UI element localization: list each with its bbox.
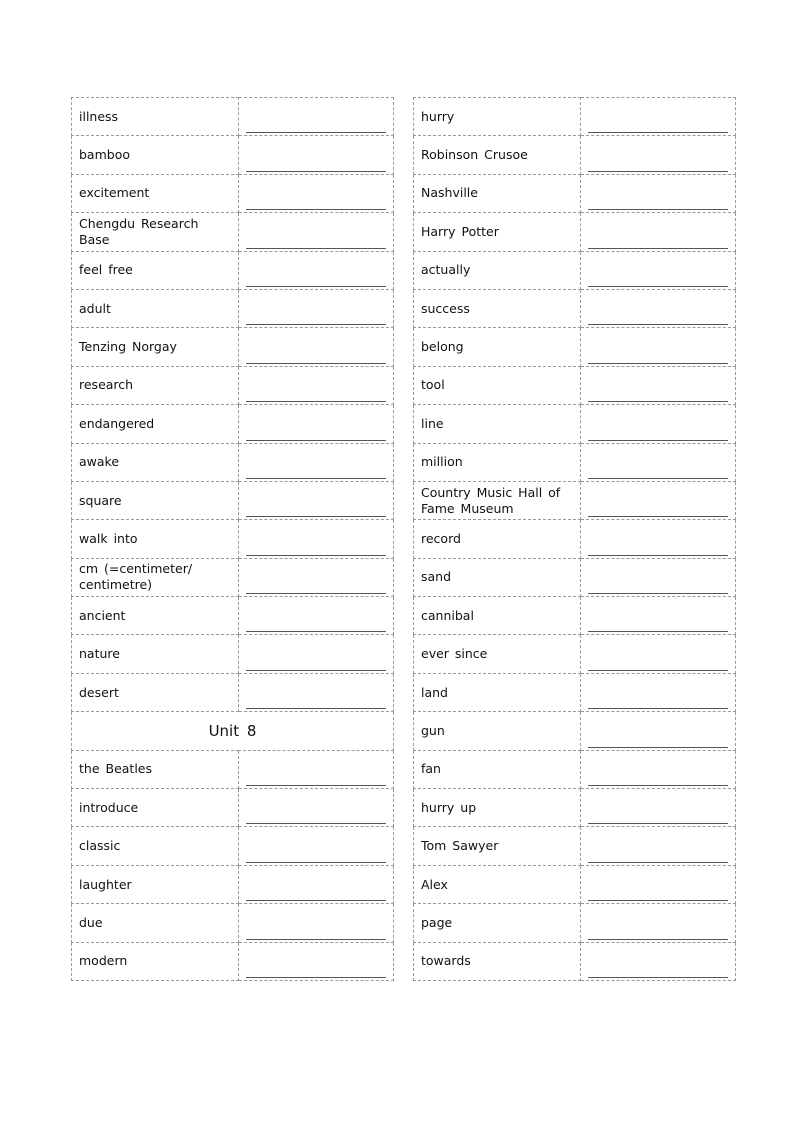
answer-blank[interactable] [581,635,736,673]
vocab-word: Alex [414,865,581,903]
answer-underline [588,363,728,364]
vocab-word: actually [414,251,581,289]
answer-underline [588,900,728,901]
vocab-row [72,174,394,212]
answer-underline [588,401,728,402]
answer-blank[interactable] [581,289,736,327]
vocab-row [72,827,394,865]
vocab-word: Harry Potter [414,213,581,251]
answer-blank[interactable] [581,558,736,596]
answer-blank[interactable] [581,481,736,519]
vocab-row [414,213,736,251]
vocab-word: desert [72,673,239,711]
vocab-word: fan [414,750,581,788]
vocab-row [414,597,736,635]
answer-blank[interactable] [581,865,736,903]
vocab-row [414,865,736,903]
unit-heading: Unit 8 [72,712,394,750]
answer-underline [246,708,386,709]
vocab-word: ever since [414,635,581,673]
answer-underline [588,708,728,709]
answer-blank[interactable] [581,520,736,558]
answer-blank[interactable] [239,443,394,481]
answer-underline [588,977,728,978]
vocab-row [414,558,736,596]
vocab-row [72,328,394,366]
answer-underline [246,823,386,824]
answer-blank[interactable] [581,443,736,481]
vocab-word: introduce [72,789,239,827]
answer-blank[interactable] [581,251,736,289]
vocab-row [414,174,736,212]
vocab-row [72,405,394,443]
vocab-word: ancient [72,597,239,635]
vocab-word: million [414,443,581,481]
vocab-row [72,558,394,596]
answer-underline [246,401,386,402]
answer-blank[interactable] [239,904,394,942]
vocab-row [414,712,736,750]
left-vocab-table-body [72,98,394,981]
answer-blank[interactable] [581,827,736,865]
vocab-word: feel free [72,251,239,289]
answer-underline [246,440,386,441]
vocab-row [414,289,736,327]
answer-underline [588,286,728,287]
vocab-word: tool [414,366,581,404]
answer-underline [588,670,728,671]
vocab-word: cm (=centimeter/ centimetre) [72,558,239,596]
answer-underline [246,363,386,364]
answer-underline [246,555,386,556]
answer-underline [246,939,386,940]
vocab-word: gun [414,712,581,750]
answer-underline [588,478,728,479]
vocab-row [72,789,394,827]
answer-underline [246,862,386,863]
vocab-row [72,865,394,903]
answer-underline [246,324,386,325]
answer-blank[interactable] [581,136,736,174]
vocab-row [72,750,394,788]
answer-blank[interactable] [239,366,394,404]
vocab-word: awake [72,443,239,481]
answer-underline [246,631,386,632]
vocab-row [414,942,736,980]
answer-underline [246,248,386,249]
unit-heading-row [72,712,394,750]
vocab-row [414,251,736,289]
vocab-row [72,904,394,942]
vocab-row [72,443,394,481]
vocab-word: land [414,673,581,711]
answer-blank[interactable] [581,328,736,366]
answer-blank[interactable] [239,174,394,212]
vocab-row [72,635,394,673]
vocab-word: adult [72,289,239,327]
vocab-word: page [414,904,581,942]
answer-underline [588,324,728,325]
vocab-row [72,481,394,519]
answer-blank[interactable] [239,597,394,635]
answer-blank[interactable] [581,174,736,212]
answer-blank[interactable] [581,673,736,711]
answer-underline [246,209,386,210]
answer-blank[interactable] [239,98,394,136]
vocab-row [72,942,394,980]
vocab-word: laughter [72,865,239,903]
vocab-word: walk into [72,520,239,558]
right-vocab-table [413,97,736,981]
answer-blank[interactable] [581,366,736,404]
answer-underline [246,900,386,901]
vocab-word: sand [414,558,581,596]
answer-blank[interactable] [239,789,394,827]
vocab-word: record [414,520,581,558]
answer-underline [588,747,728,748]
vocab-row [414,136,736,174]
answer-blank[interactable] [581,405,736,443]
answer-blank[interactable] [239,827,394,865]
vocab-word: Tenzing Norgay [72,328,239,366]
vocab-row [414,405,736,443]
vocab-row [414,520,736,558]
vocab-row [72,289,394,327]
answer-blank[interactable] [239,481,394,519]
answer-underline [588,785,728,786]
vocab-word: the Beatles [72,750,239,788]
answer-blank[interactable] [581,98,736,136]
answer-blank[interactable] [239,942,394,980]
answer-blank[interactable] [581,712,736,750]
vocab-word: hurry up [414,789,581,827]
vocab-word: Nashville [414,174,581,212]
vocab-row [414,366,736,404]
vocab-row [414,481,736,519]
answer-underline [588,862,728,863]
answer-blank[interactable] [239,328,394,366]
answer-blank[interactable] [581,942,736,980]
answer-blank[interactable] [581,597,736,635]
vocab-word: cannibal [414,597,581,635]
answer-underline [588,939,728,940]
vocab-word: Tom Sawyer [414,827,581,865]
answer-blank[interactable] [239,405,394,443]
answer-underline [588,209,728,210]
vocab-word: success [414,289,581,327]
answer-underline [246,977,386,978]
answer-underline [588,440,728,441]
answer-blank[interactable] [581,789,736,827]
vocab-row [72,213,394,251]
answer-blank[interactable] [581,213,736,251]
answer-underline [246,516,386,517]
vocab-row [72,366,394,404]
vocab-row [72,251,394,289]
vocab-word: excitement [72,174,239,212]
vocab-word: hurry [414,98,581,136]
vocab-row [414,789,736,827]
vocab-word: Chengdu Research Base [72,213,239,251]
vocab-row [414,750,736,788]
answer-underline [246,286,386,287]
answer-underline [246,171,386,172]
answer-underline [246,670,386,671]
answer-blank[interactable] [239,136,394,174]
vocab-word: illness [72,98,239,136]
vocab-word: line [414,405,581,443]
vocab-row [414,98,736,136]
vocab-word: Country Music Hall of Fame Museum [414,481,581,519]
answer-blank[interactable] [581,904,736,942]
vocab-row [414,328,736,366]
answer-underline [588,555,728,556]
left-vocab-table [71,97,394,981]
vocab-word: classic [72,827,239,865]
vocab-word: Robinson Crusoe [414,136,581,174]
answer-blank[interactable] [239,213,394,251]
vocab-word: bamboo [72,136,239,174]
vocab-row [72,673,394,711]
vocab-word: belong [414,328,581,366]
answer-blank[interactable] [239,635,394,673]
answer-underline [588,171,728,172]
vocab-word: square [72,481,239,519]
vocab-row [72,98,394,136]
answer-underline [246,478,386,479]
vocab-row [72,520,394,558]
vocab-row [414,635,736,673]
vocab-row [414,827,736,865]
vocab-word: nature [72,635,239,673]
answer-underline [588,593,728,594]
answer-blank[interactable] [581,750,736,788]
answer-underline [588,631,728,632]
answer-blank[interactable] [239,558,394,596]
answer-blank[interactable] [239,673,394,711]
answer-blank[interactable] [239,251,394,289]
vocab-word: towards [414,942,581,980]
vocab-word: endangered [72,405,239,443]
answer-blank[interactable] [239,520,394,558]
vocab-row [414,443,736,481]
vocab-row [414,904,736,942]
answer-underline [588,132,728,133]
vocab-row [72,136,394,174]
vocab-word: due [72,904,239,942]
answer-blank[interactable] [239,865,394,903]
answer-underline [588,823,728,824]
vocab-word: modern [72,942,239,980]
answer-underline [588,516,728,517]
right-vocab-table-body [414,98,736,981]
vocab-row [414,673,736,711]
answer-underline [588,248,728,249]
answer-blank[interactable] [239,750,394,788]
answer-blank[interactable] [239,289,394,327]
answer-underline [246,593,386,594]
vocab-row [72,597,394,635]
vocab-word: research [72,366,239,404]
answer-underline [246,785,386,786]
answer-underline [246,132,386,133]
